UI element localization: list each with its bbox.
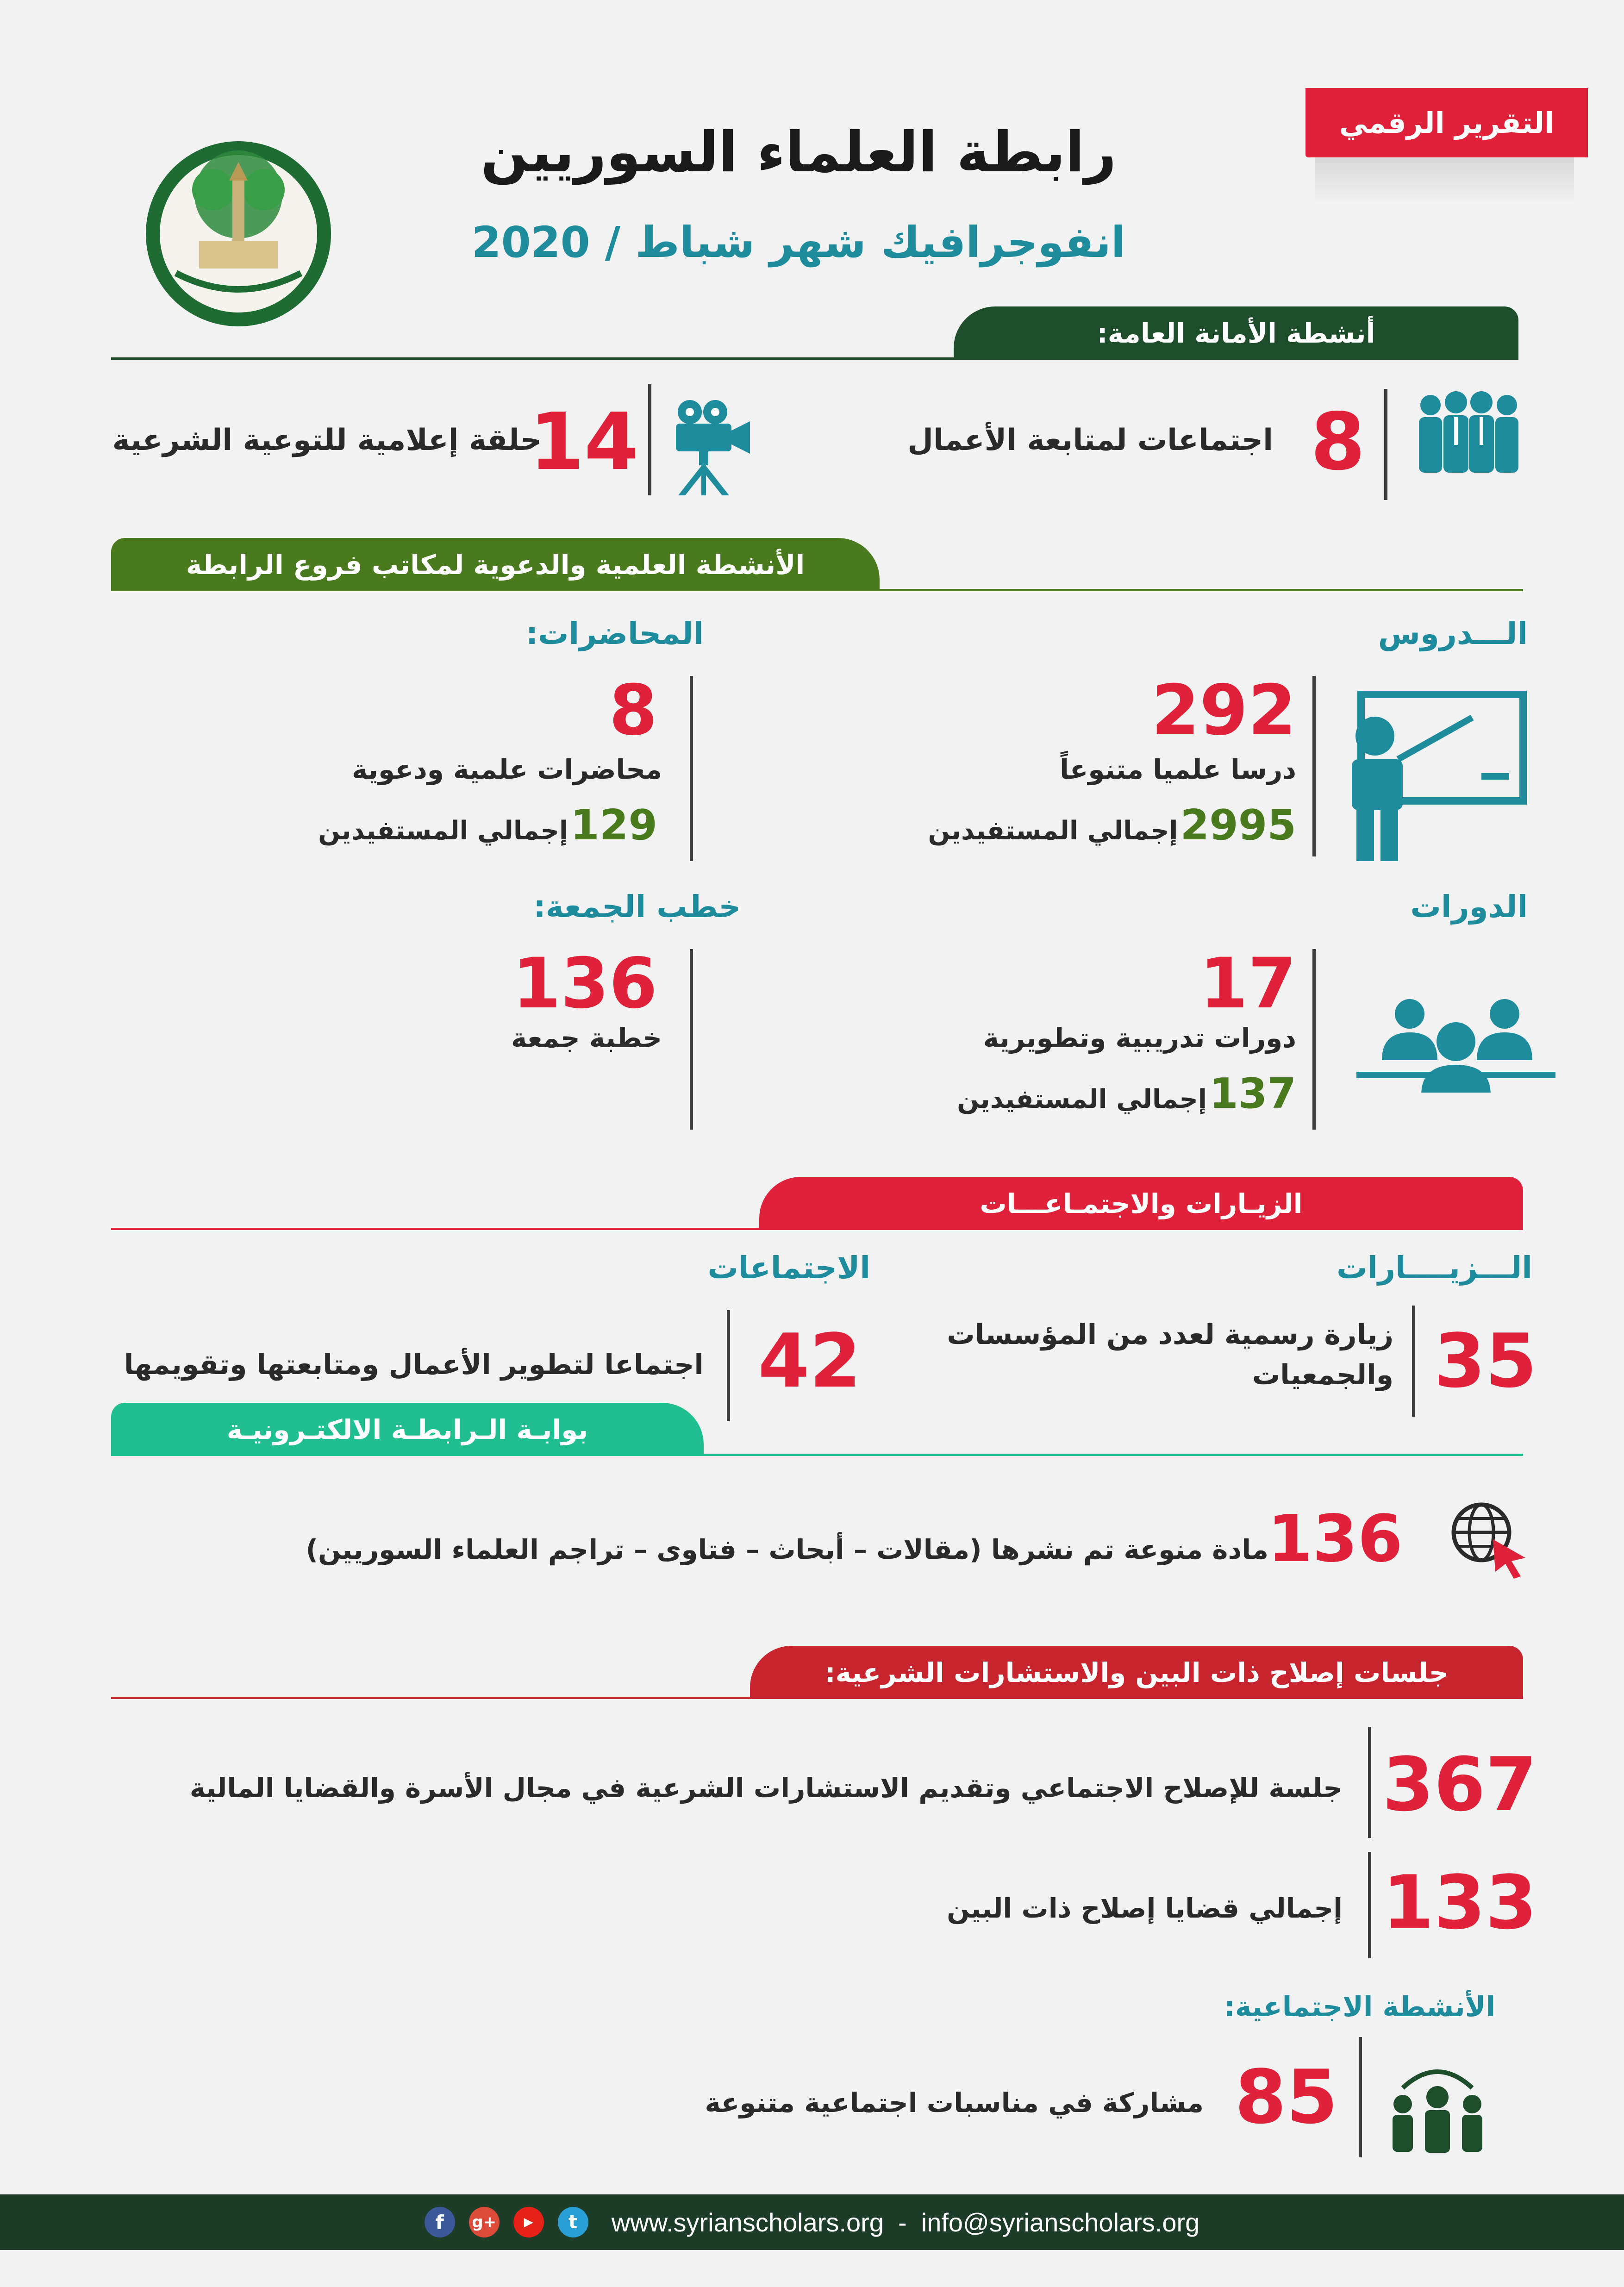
meetings-visits-count: 42 bbox=[758, 1318, 861, 1404]
stat-divider bbox=[1412, 1306, 1415, 1417]
lessons-label: درسا علميا متنوعاً bbox=[1059, 754, 1296, 785]
courses-title: الدورات bbox=[1410, 889, 1528, 925]
stat-divider bbox=[1368, 1852, 1371, 1958]
section-title: جلسات إصلاح ذات البين والاستشارات الشرعية: bbox=[824, 1656, 1449, 1688]
media-count: 14 bbox=[529, 396, 639, 488]
section-title: أنشطة الأمانة العامة: bbox=[1097, 317, 1375, 349]
portal-count: 136 bbox=[1267, 1501, 1403, 1577]
social-count: 85 bbox=[1235, 2054, 1338, 2140]
visits-title: الـــزيــــارات bbox=[1337, 1250, 1532, 1286]
lectures-count: 8 bbox=[609, 670, 657, 751]
meetings-title: الاجتماعات bbox=[707, 1250, 870, 1286]
beneficiaries-count: 137 bbox=[1209, 1069, 1296, 1118]
stat-divider bbox=[727, 1310, 730, 1421]
footer-contact[interactable]: www.syrianscholars.org - info@syrianscholars.org bbox=[611, 2207, 1200, 2237]
beneficiaries-label: إجمالي المستفيدين bbox=[957, 1084, 1207, 1114]
footer-content bbox=[0, 2194, 1624, 2250]
sessions-label: جلسة للإصلاح الاجتماعي وتقديم الاستشارات الشرعية في مجال الأسرة والقضايا المالية bbox=[189, 1772, 1343, 1804]
section-title: الأنشطة العلمية والدعوية لمكاتب فروع الرابطة bbox=[186, 549, 805, 581]
visits-label bbox=[903, 1315, 1393, 1395]
meetings-label: اجتماعات لمتابعة الأعمال bbox=[907, 423, 1273, 457]
community-group-icon bbox=[1384, 2056, 1491, 2153]
lessons-count: 292 bbox=[1151, 670, 1296, 751]
courses-label: دورات تدريبية وتطويرية bbox=[983, 1022, 1296, 1054]
sermons-count: 136 bbox=[512, 944, 657, 1024]
media-label: حلقة إعلامية للتوعية الشرعية bbox=[112, 423, 542, 457]
stat-divider bbox=[1359, 2037, 1362, 2157]
stat-divider bbox=[1312, 949, 1316, 1130]
section-title: الزيـارات والاجتمـاعـــات bbox=[980, 1187, 1303, 1219]
beneficiaries-count: 129 bbox=[570, 801, 657, 850]
team-meeting-icon bbox=[1412, 391, 1523, 475]
youtube-icon[interactable]: ▶ bbox=[513, 2207, 544, 2237]
lessons-beneficiaries bbox=[880, 801, 1296, 850]
twitter-icon[interactable]: t bbox=[558, 2207, 588, 2237]
page-title: رابطة العلماء السوريين bbox=[481, 120, 1117, 185]
stat-divider bbox=[690, 676, 693, 861]
sermons-label: خطبة جمعة bbox=[511, 1022, 662, 1054]
organization-logo bbox=[144, 139, 333, 329]
visits-label-line-1: زيارة رسمية لعدد من المؤسسات bbox=[947, 1318, 1393, 1351]
lectures-label: محاضرات علمية ودعوية bbox=[352, 754, 662, 785]
section-header-reconciliation bbox=[750, 1646, 1523, 1699]
section-header-visits bbox=[759, 1177, 1523, 1230]
globe-cursor-icon bbox=[1449, 1500, 1528, 1579]
sermons-title: خطب الجمعة: bbox=[533, 889, 741, 925]
stat-divider bbox=[1384, 389, 1387, 500]
visits-count: 35 bbox=[1434, 1318, 1537, 1404]
cases-count: 133 bbox=[1382, 1859, 1537, 1946]
courses-beneficiaries bbox=[880, 1069, 1296, 1118]
page-subtitle: انفوجرافيك شهر شباط / 2020 bbox=[471, 218, 1126, 267]
cases-label: إجمالي قضايا إصلاح ذات البين bbox=[947, 1893, 1343, 1924]
stat-divider bbox=[1312, 676, 1316, 856]
logo-emblem-icon bbox=[144, 139, 333, 329]
google-plus-icon[interactable]: g+ bbox=[469, 2207, 500, 2237]
beneficiaries-count: 2995 bbox=[1180, 801, 1296, 850]
training-group-icon bbox=[1356, 995, 1555, 1093]
portal-label: مادة منوعة تم نشرها (مقالات – أبحاث – فتاوى – تراجم العلماء السوريين) bbox=[306, 1534, 1268, 1565]
stat-divider bbox=[690, 949, 693, 1130]
teacher-board-icon bbox=[1347, 690, 1528, 861]
social-label: مشاركة في مناسبات اجتماعية متنوعة bbox=[705, 2087, 1204, 2118]
video-camera-icon bbox=[669, 398, 752, 495]
lectures-beneficiaries bbox=[231, 801, 657, 850]
report-tag-label: التقرير الرقمي bbox=[1339, 106, 1555, 140]
section-header-scientific bbox=[111, 538, 880, 591]
social-title: الأنشطة الاجتماعية: bbox=[1224, 1991, 1495, 2023]
visits-label-line-2: والجمعيات bbox=[1252, 1359, 1393, 1391]
meetings-count: 8 bbox=[1310, 396, 1366, 488]
courses-count: 17 bbox=[1199, 944, 1296, 1024]
beneficiaries-label: إجمالي المستفيدين bbox=[928, 816, 1178, 846]
stat-divider bbox=[1368, 1727, 1371, 1838]
tag-shadow bbox=[1315, 157, 1574, 204]
facebook-icon[interactable]: f bbox=[425, 2207, 455, 2237]
report-tag bbox=[1305, 88, 1588, 157]
sessions-count: 367 bbox=[1382, 1741, 1537, 1828]
lectures-title: المحاضرات: bbox=[525, 616, 704, 651]
section-header-portal bbox=[111, 1403, 704, 1456]
beneficiaries-label: إجمالي المستفيدين bbox=[318, 816, 568, 846]
lessons-title: الـــدروس bbox=[1378, 616, 1528, 651]
section-header-general bbox=[954, 306, 1518, 360]
meetings-visits-label: اجتماعا لتطوير الأعمال ومتابعتها وتقويمها bbox=[124, 1349, 704, 1381]
section-title: بوابـة الـرابطـة الالكتـرونيـة bbox=[226, 1413, 588, 1445]
stat-divider bbox=[648, 384, 651, 495]
